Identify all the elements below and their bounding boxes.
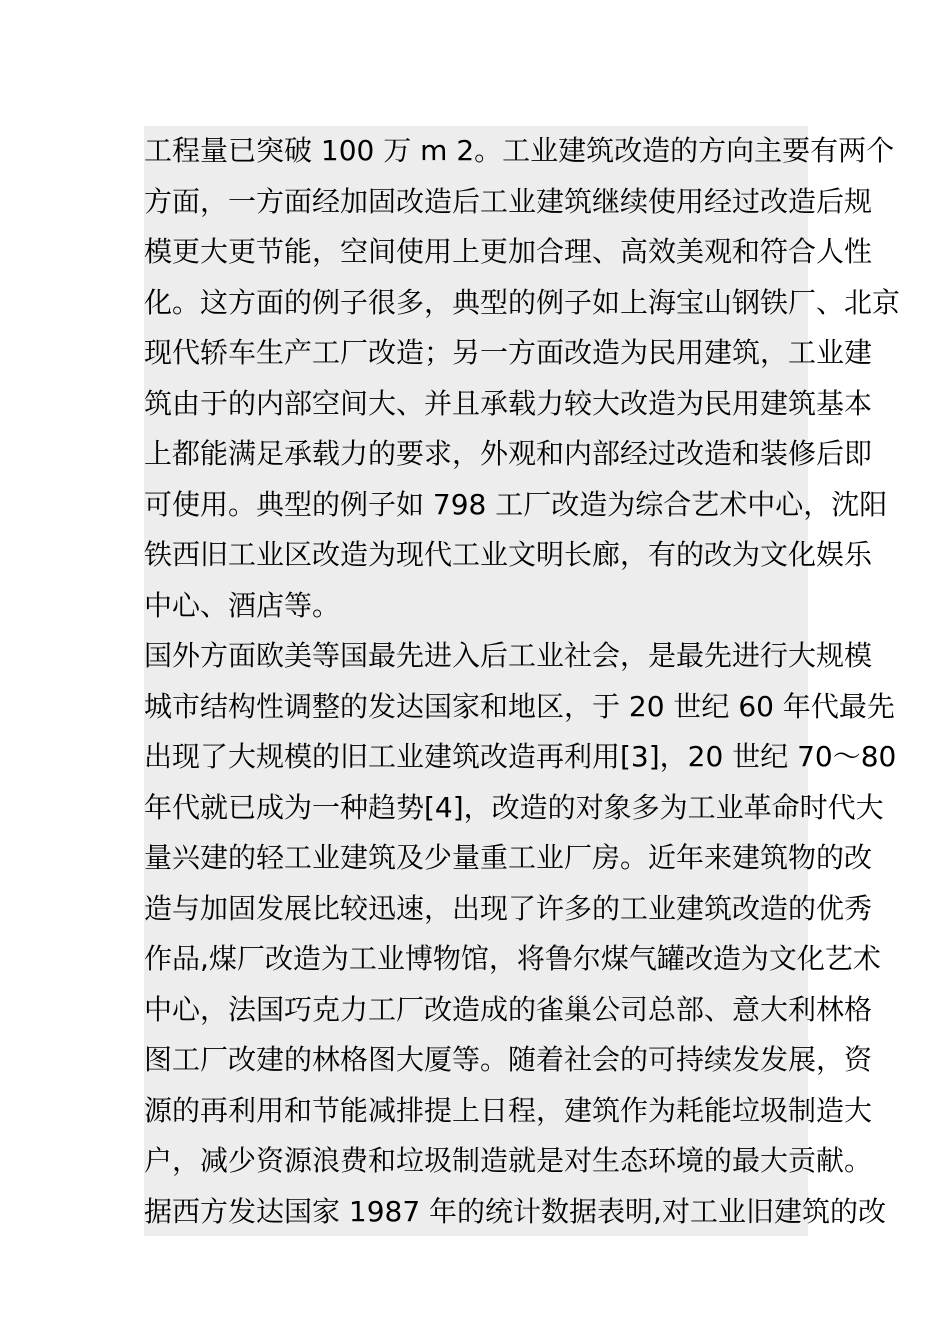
- text-line: 国外方面欧美等国最先进入后工业社会，是最先进行大规模: [144, 639, 873, 672]
- text-line: 源的再利用和节能减排提上日程，建筑作为耗能垃圾制造大: [144, 1093, 873, 1127]
- text-line: 出现了大规模的旧工业建筑改造再利用[3]，20 世纪 70～80: [144, 740, 897, 773]
- text-line: 现代轿车生产工厂改造；另一方面改造为民用建筑，工业建: [144, 336, 873, 369]
- text-line: 年代就已成为一种趋势[4]，改造的对象多为工业革命时代大: [144, 790, 884, 824]
- text-line: 量兴建的轻工业建筑及少量重工业厂房。近年来建筑物的改: [144, 841, 873, 874]
- text-line: 中心，法国巧克力工厂改造成的雀巢公司总部、意大利林格: [144, 992, 873, 1026]
- text-line: 筑由于的内部空间大、并且承载力较大改造为民用建筑基本: [144, 386, 873, 420]
- text-line: 造与加固发展比较迅速，出现了许多的工业建筑改造的优秀: [144, 891, 873, 925]
- body-text-block: [144, 126, 901, 1236]
- text-line: 方面，一方面经加固改造后工业建筑继续使用经过改造后规: [144, 184, 873, 218]
- text-line: 中心、酒店等。: [144, 588, 341, 622]
- text-line: 城市结构性调整的发达国家和地区，于 20 世纪 60 年代最先: [144, 689, 895, 723]
- text-line: 工程量已突破 100 万 m 2。工业建筑改造的方向主要有两个: [144, 134, 895, 167]
- text-line: 模更大更节能，空间使用上更加合理、高效美观和符合人性: [144, 235, 873, 268]
- text-line: 上都能满足承载力的要求，外观和内部经过改造和装修后即: [144, 437, 873, 470]
- text-line: 据西方发达国家 1987 年的统计数据表明,对工业旧建筑的改: [144, 1194, 886, 1228]
- text-line: 可使用。典型的例子如 798 工厂改造为综合艺术中心，沈阳: [144, 487, 888, 521]
- text-line: 图工厂改建的林格图大厦等。随着社会的可持续发发展，资: [144, 1043, 873, 1076]
- text-line: 作品,煤厂改造为工业博物馆，将鲁尔煤气罐改造为文化艺术: [144, 942, 881, 975]
- text-line: 铁西旧工业区改造为现代工业文明长廊，有的改为文化娱乐: [144, 538, 873, 571]
- text-line: 化。这方面的例子很多，典型的例子如上海宝山钢铁厂、北京: [144, 285, 901, 319]
- text-line: 户，减少资源浪费和垃圾制造就是对生态环境的最大贡献。: [144, 1144, 873, 1177]
